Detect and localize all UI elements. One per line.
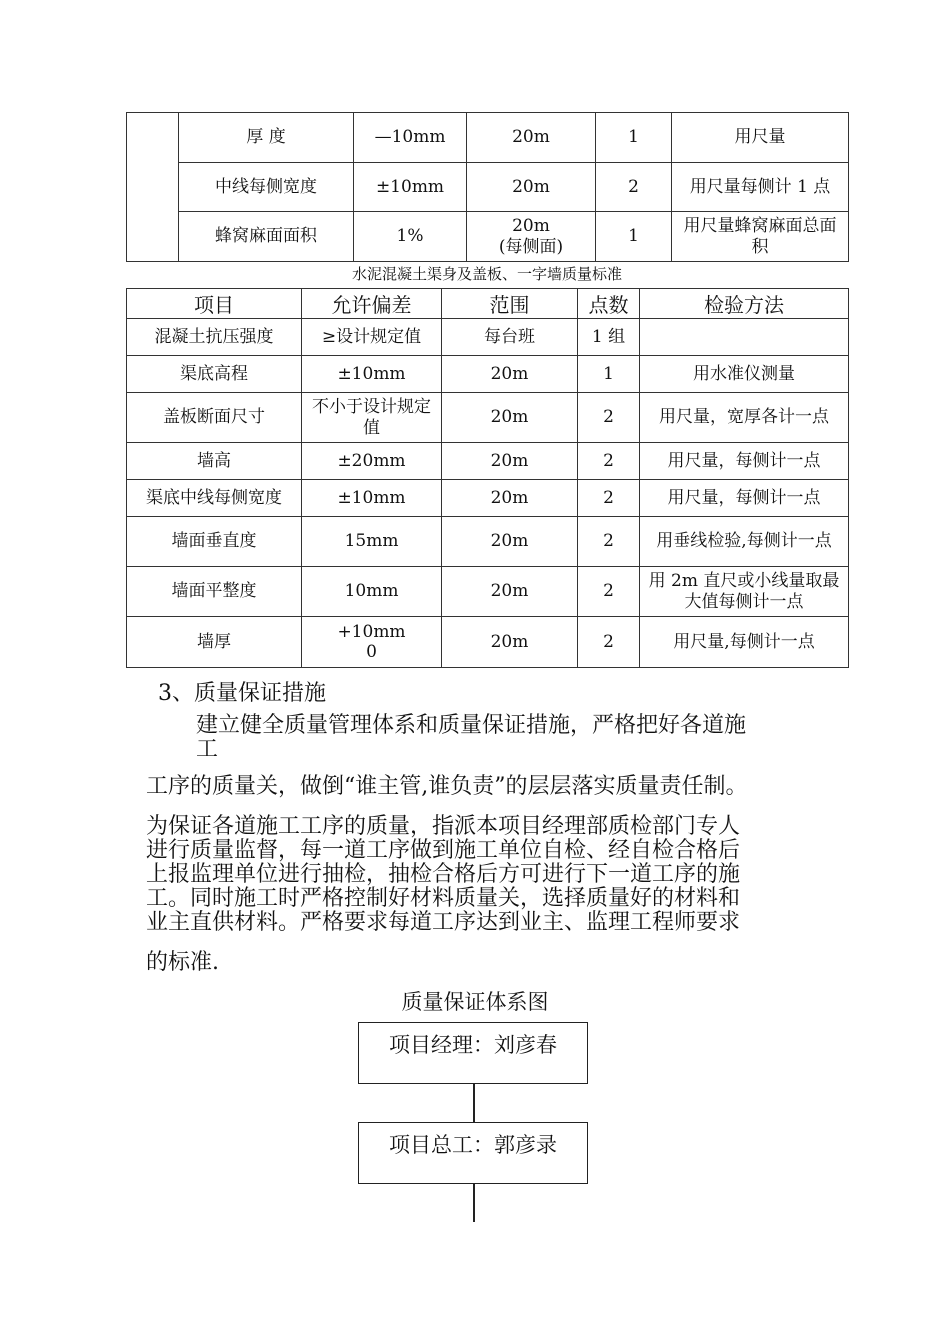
- table-cell: 1 组: [578, 319, 640, 356]
- table-cell: 渠底高程: [127, 356, 302, 393]
- column-header: 项目: [127, 289, 302, 319]
- paragraph-line: 的标准.: [146, 950, 219, 975]
- table-cell: 墙高: [127, 443, 302, 480]
- table-cell: 20m: [442, 356, 578, 393]
- merged-blank-cell: [127, 113, 179, 262]
- table-row: [127, 517, 849, 567]
- table-cell: 1: [596, 113, 672, 163]
- table-cell: 2: [578, 617, 640, 668]
- table-cell: 不小于设计规定值: [302, 393, 442, 443]
- table-cell: 每台班: [442, 319, 578, 356]
- table-cell: ±10mm: [354, 163, 467, 212]
- table-cell: 用尺量，每侧计一点: [640, 480, 849, 517]
- table-cell: 用水准仪测量: [640, 356, 849, 393]
- table-cell: 2: [596, 163, 672, 212]
- table-cell: 15mm: [302, 517, 442, 567]
- paragraph-line: 上报监理单位进行抽检，抽检合格后方可进行下一道工序的施: [146, 862, 741, 887]
- flowchart-box-project-manager: 项目经理：刘彦春: [358, 1022, 588, 1084]
- table-cell: 2: [578, 517, 640, 567]
- table-cell: 墙面垂直度: [127, 517, 302, 567]
- flowchart-connector: [473, 1184, 475, 1222]
- table-row: [127, 480, 849, 517]
- table-cell: 20m: [467, 113, 596, 163]
- quality-table-top: [126, 112, 849, 262]
- paragraph-line: 进行质量监督，每一道工序做到施工单位自检、经自检合格后: [146, 838, 741, 863]
- table-cell: 渠底中线每侧宽度: [127, 480, 302, 517]
- paragraph-line: 业主直供材料。严格要求每道工序达到业主、监理工程师要求: [146, 910, 741, 935]
- table-cell: 墙面平整度: [127, 567, 302, 617]
- table-cell: 2: [578, 393, 640, 443]
- table-cell: ±10mm: [302, 356, 442, 393]
- table-row: [127, 356, 849, 393]
- table-cell: 1: [596, 212, 672, 262]
- table-cell: 蜂窝麻面面积: [179, 212, 354, 262]
- section-heading: 3、质量保证措施: [158, 681, 326, 706]
- table-cell: 中线每侧宽度: [179, 163, 354, 212]
- table-cell: 1: [578, 356, 640, 393]
- table-cell: 用尺量蜂窝麻面总面积: [672, 212, 849, 262]
- table-cell: 用 2m 直尺或小线量取最大值每侧计一点: [640, 567, 849, 617]
- paragraph-line: 工序的质量关，做倒“谁主管,谁负责”的层层落实质量责任制。: [146, 774, 748, 799]
- table-cell: —10mm: [354, 113, 467, 163]
- table-cell: 10mm: [302, 567, 442, 617]
- column-header: 允许偏差: [302, 289, 442, 319]
- column-header: 点数: [578, 289, 640, 319]
- table-cell: 20m (每侧面): [467, 212, 596, 262]
- table-cell: 20m: [442, 480, 578, 517]
- table-cell: 盖板断面尺寸: [127, 393, 302, 443]
- table-row: [127, 163, 849, 212]
- table-cell: 用垂线检验,每侧计一点: [640, 517, 849, 567]
- table-caption: 水泥混凝土渠身及盖板、一字墙质量标准: [351, 265, 622, 283]
- table-cell: 20m: [467, 163, 596, 212]
- paragraph-line: 为保证各道施工工序的质量，指派本项目经理部质检部门专人: [146, 814, 741, 839]
- paragraph-line: 工。同时施工时严格控制好材料质量关，选择质量好的材料和: [146, 886, 741, 911]
- table-cell: 墙厚: [127, 617, 302, 668]
- table-cell: 20m: [442, 617, 578, 668]
- table-cell: 混凝土抗压强度: [127, 319, 302, 356]
- table-cell: 20m: [442, 443, 578, 480]
- table-cell: 2: [578, 480, 640, 517]
- table-cell: 厚 度: [179, 113, 354, 163]
- quality-standard-table: [126, 288, 849, 668]
- table-cell: 用尺量,每侧计一点: [640, 617, 849, 668]
- table-row: [127, 319, 849, 356]
- table-cell: 用尺量，宽厚各计一点: [640, 393, 849, 443]
- table-row: [127, 617, 849, 668]
- table-cell: 20m: [442, 567, 578, 617]
- flowchart-box-chief-engineer: 项目总工：郭彦录: [358, 1122, 588, 1184]
- table-cell: 20m: [442, 393, 578, 443]
- table-cell: 2: [578, 567, 640, 617]
- table-row: [127, 113, 849, 163]
- paragraph-line: 工: [196, 737, 219, 762]
- table-header-row: [127, 289, 849, 319]
- table-row: [127, 567, 849, 617]
- table-row: [127, 212, 849, 262]
- paragraph-line: 建立健全质量管理体系和质量保证措施，严格把好各道施: [196, 713, 747, 738]
- table-cell: ≥设计规定值: [302, 319, 442, 356]
- table-cell: +10mm 0: [302, 617, 442, 668]
- table-cell: 用尺量: [672, 113, 849, 163]
- table-cell: 1%: [354, 212, 467, 262]
- table-row: [127, 393, 849, 443]
- table-cell: 用尺量每侧计 1 点: [672, 163, 849, 212]
- table-cell: [640, 319, 849, 356]
- column-header: 范围: [442, 289, 578, 319]
- table-cell: 2: [578, 443, 640, 480]
- flowchart-connector: [473, 1084, 475, 1122]
- table-cell: 20m: [442, 517, 578, 567]
- table-cell: ±10mm: [302, 480, 442, 517]
- column-header: 检验方法: [640, 289, 849, 319]
- table-cell: ±20mm: [302, 443, 442, 480]
- flowchart-title: 质量保证体系图: [401, 990, 549, 1014]
- table-row: [127, 443, 849, 480]
- table-cell: 用尺量，每侧计一点: [640, 443, 849, 480]
